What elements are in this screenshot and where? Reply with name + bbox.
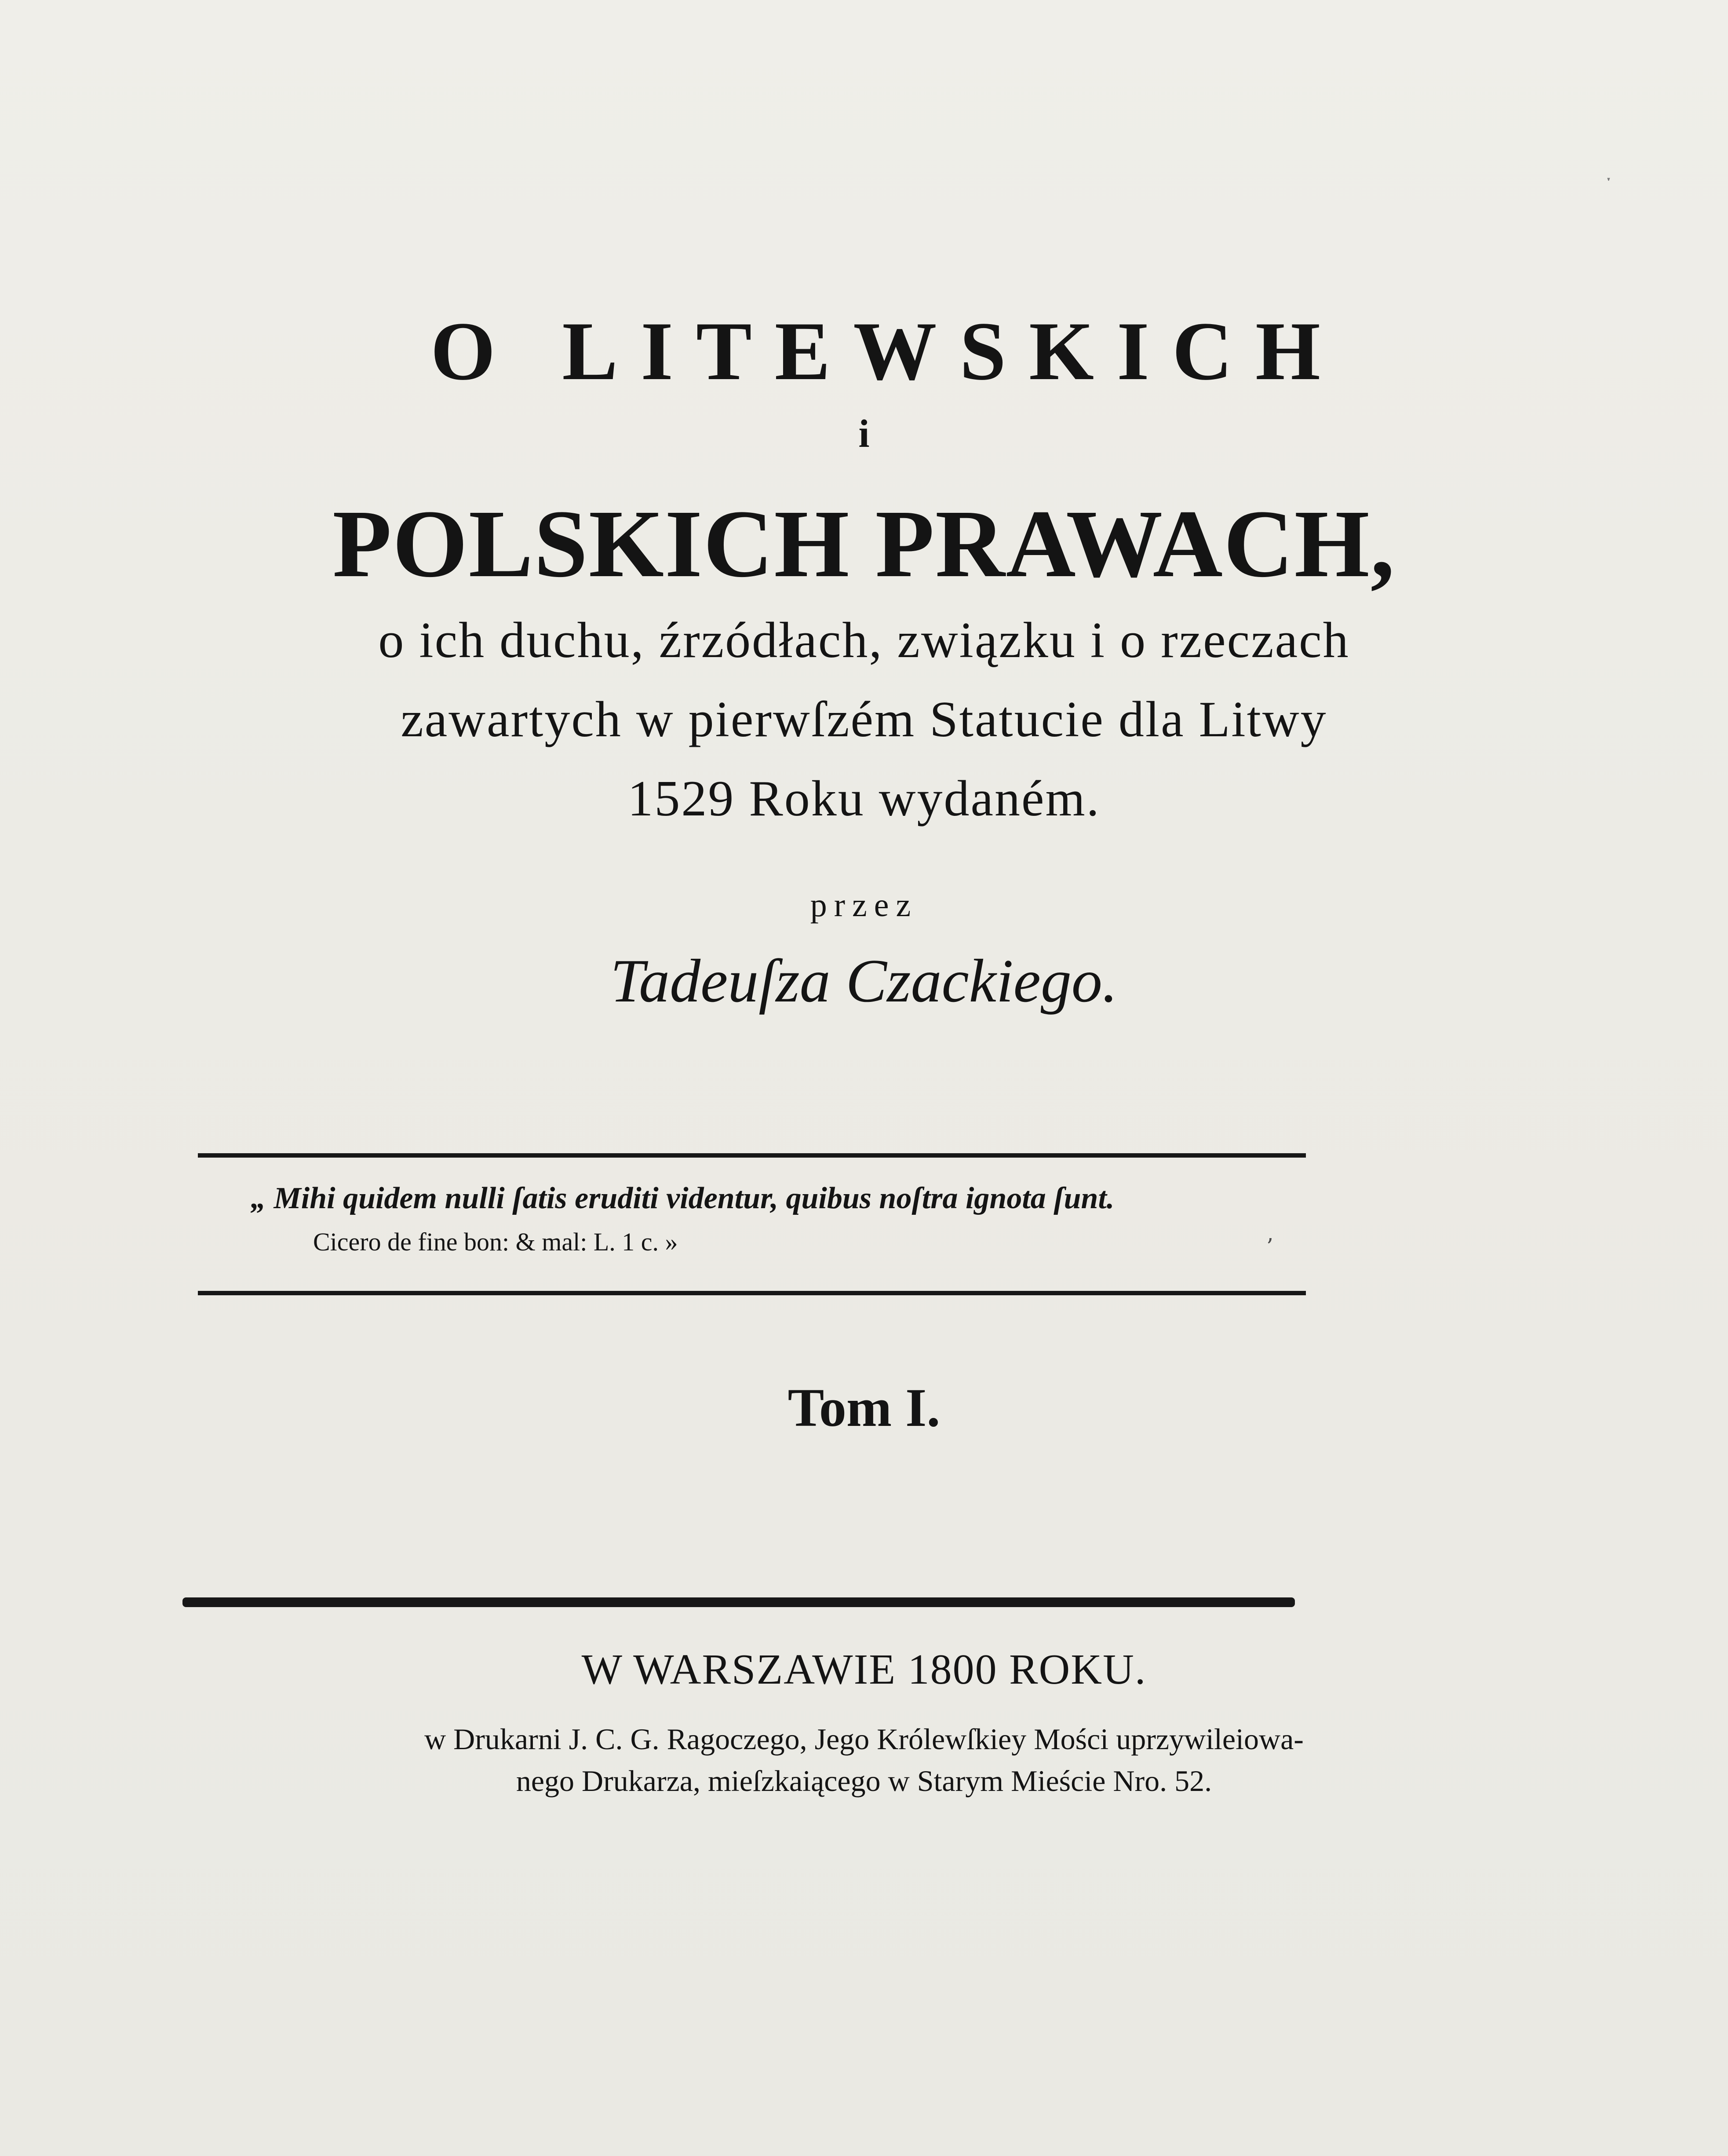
title-line-2: POLSKICH PRAWACH,: [332, 490, 1396, 597]
imprint-line-1: w Drukarni J. C. G. Ragoczego, Jego Królewſkiey Mości uprzywileiowa-: [424, 1722, 1304, 1756]
subtitle-line-2: zawartych w pierwſzém Statucie dla Litwy: [401, 691, 1327, 748]
author-name: Tadeuſza Czackiego.: [610, 947, 1118, 1015]
byline-przez: przez: [810, 887, 918, 924]
title-conjunction: i: [858, 412, 870, 456]
stray-ink-mark: ’: [1266, 1234, 1273, 1259]
imprint-line-2: nego Drukarza, mieſzkaiącego w Starym Mieście Nro. 52.: [516, 1764, 1212, 1798]
subtitle-line-1: o ich duchu, źrzódłach, związku i o rzeczach: [378, 612, 1350, 669]
title-line-1: O LITEWSKICH: [430, 305, 1343, 398]
volume-label: Tom I.: [787, 1378, 941, 1438]
epigraph-quote: „ Mihi quidem nulli ſatis eruditi videntur, quibus noſtra ignota ſunt.: [251, 1181, 1115, 1215]
top-rule: [198, 1153, 1306, 1158]
subtitle-line-3: 1529 Roku wydaném.: [627, 771, 1101, 827]
imprint-place-date: W WARSZAWIE 1800 ROKU.: [581, 1646, 1147, 1693]
bottom-rule: [182, 1597, 1295, 1607]
epigraph-source: Cicero de fine bon: & mal: L. 1 c. »: [313, 1228, 678, 1256]
corner-tick-mark: ˑ: [1605, 167, 1612, 193]
middle-rule: [198, 1291, 1306, 1295]
